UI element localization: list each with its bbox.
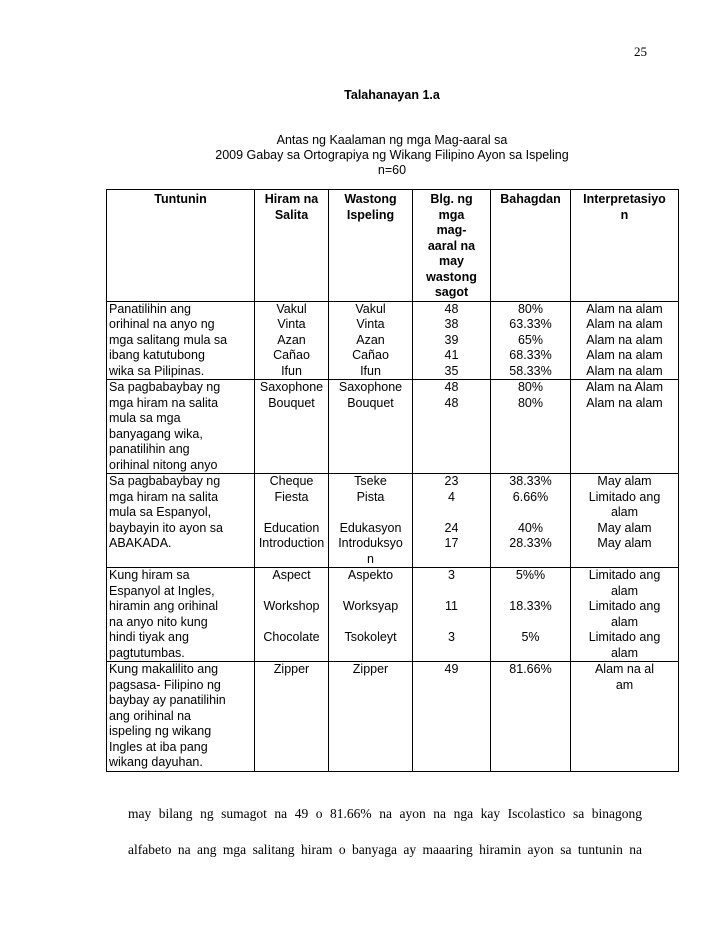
interpretasyon-cell bbox=[571, 301, 679, 380]
cell-text-line: Tseke bbox=[354, 474, 387, 488]
cell-text-line: Ifun bbox=[360, 363, 381, 378]
table-caption-line-1: Antas ng Kaalaman ng mga Mag-aaral sa bbox=[276, 133, 508, 147]
cell-text-line: ibang katutubong bbox=[109, 348, 205, 362]
cell-text-line: alam bbox=[610, 583, 639, 598]
body-text-line-1: may bilang ng sumagot na 49 o 81.66% na ayon na nga kay Iscolastico sa binagong bbox=[128, 806, 642, 821]
cell-text-line: Cheque bbox=[269, 474, 314, 488]
cell-text-line: Alam na alam bbox=[586, 395, 663, 410]
cell-text-line: Alam na alam bbox=[586, 332, 663, 347]
cell-text-line: Limitado ang bbox=[588, 630, 661, 644]
cell-text-line bbox=[257, 505, 326, 521]
table-caption-n: n=60 bbox=[377, 163, 407, 177]
interpretasyon-cell bbox=[571, 662, 679, 772]
interpretasyon-cell bbox=[571, 474, 679, 568]
cell-text-line bbox=[257, 584, 326, 600]
header-text-line: Blg. ng bbox=[430, 192, 473, 206]
cell-text-line: 3 bbox=[448, 568, 455, 582]
table-caption-title: Talahanayan 1.a bbox=[344, 88, 440, 102]
cell-text-line: 48 bbox=[444, 395, 459, 410]
cell-text-line: 63.33% bbox=[509, 317, 552, 331]
cell-text-line: Ifun bbox=[281, 363, 302, 378]
cell-text-line: wika sa Pilipinas. bbox=[109, 363, 205, 378]
cell-text-line: alam bbox=[610, 645, 639, 660]
wastong-cell bbox=[329, 662, 413, 772]
cell-text-line: mga salitang mula sa bbox=[109, 332, 228, 347]
cell-text-line: 17 bbox=[444, 536, 459, 550]
header-text-line: Tuntunin bbox=[154, 192, 207, 206]
cell-text-line: Vakul bbox=[355, 301, 386, 316]
cell-text-line: mga hiram na salita bbox=[109, 395, 219, 410]
cell-text-line: 80% bbox=[517, 301, 544, 316]
interpretasyon-cell bbox=[571, 380, 679, 474]
cell-text-line bbox=[493, 615, 568, 631]
cell-text-line: Espanyol at Ingles, bbox=[109, 583, 215, 598]
cell-text-line: Limitado ang bbox=[588, 489, 661, 504]
cell-text-line: Cañao bbox=[352, 348, 389, 362]
cell-text-line: Limitado ang bbox=[588, 599, 661, 613]
cell-text-line: Kung makalilito ang bbox=[109, 662, 219, 676]
cell-text-line: hindi tiyak ang bbox=[109, 630, 189, 644]
cell-text-line bbox=[493, 505, 568, 521]
cell-text-line: 28.33% bbox=[509, 536, 552, 550]
cell-text-line: 48 bbox=[444, 301, 459, 316]
cell-text-line bbox=[493, 584, 568, 600]
header-text-line: mga bbox=[438, 207, 465, 222]
cell-text-line: hiramin ang orihinal bbox=[109, 599, 219, 613]
cell-text-line: 68.33% bbox=[509, 348, 552, 362]
header-interpretasyon bbox=[571, 190, 679, 302]
cell-text-line bbox=[331, 505, 410, 521]
cell-text-line: Bouquet bbox=[347, 395, 394, 410]
cell-text-line: mga hiram na salita bbox=[109, 489, 219, 504]
cell-text-line: Alam na alam bbox=[586, 301, 663, 316]
cell-text-line: May alam bbox=[597, 474, 652, 488]
cell-text-line: ang orihinal na bbox=[109, 708, 192, 723]
cell-text-line: Worksyap bbox=[342, 599, 399, 613]
header-text-line: Hiram na bbox=[264, 192, 319, 206]
tuntunin-cell bbox=[107, 474, 255, 568]
cell-text-line: Saxophone bbox=[259, 380, 324, 394]
cell-text-line: baybay ay panatilihin bbox=[109, 693, 226, 707]
cell-text-line: Zipper bbox=[273, 662, 310, 676]
cell-text-line: Fiesta bbox=[274, 489, 309, 504]
header-bahagdan bbox=[491, 190, 571, 302]
cell-text-line: mula sa Espanyol, bbox=[109, 505, 212, 519]
cell-text-line: 41 bbox=[444, 348, 459, 362]
cell-text-line: Vinta bbox=[277, 317, 306, 331]
cell-text-line: Aspekto bbox=[347, 568, 394, 582]
hiram-cell bbox=[255, 662, 329, 772]
cell-text-line: Alam na alam bbox=[586, 348, 663, 362]
cell-text-line: wikang dayuhan. bbox=[109, 755, 203, 769]
bahagdan-cell bbox=[491, 301, 571, 380]
cell-text-line: Vakul bbox=[276, 301, 307, 316]
cell-text-line: 58.33% bbox=[509, 363, 552, 378]
cell-text-line: Tsokoleyt bbox=[344, 630, 397, 644]
cell-text-line: ispeling ng wikang bbox=[109, 724, 212, 738]
bilang-cell bbox=[413, 301, 491, 380]
cell-text-line: Alam na alam bbox=[586, 317, 663, 331]
cell-text-line: 49 bbox=[444, 662, 459, 676]
cell-text-line: 5% bbox=[521, 630, 540, 644]
cell-text-line: Vinta bbox=[356, 317, 385, 331]
cell-text-line: May alam bbox=[597, 536, 652, 550]
cell-text-line: 23 bbox=[444, 474, 459, 488]
data-table bbox=[106, 189, 679, 772]
cell-text-line: Alam na alam bbox=[586, 363, 663, 378]
wastong-cell bbox=[329, 301, 413, 380]
cell-text-line: 24 bbox=[444, 520, 459, 535]
cell-text-line: Pista bbox=[356, 489, 385, 504]
header-wastong-ispeling bbox=[329, 190, 413, 302]
interpretasyon-cell bbox=[571, 568, 679, 662]
bilang-cell bbox=[413, 662, 491, 772]
table-header-row bbox=[107, 190, 679, 302]
cell-text-line: Saxophone bbox=[338, 380, 403, 394]
tuntunin-cell bbox=[107, 568, 255, 662]
header-text-line: Wastong bbox=[344, 192, 397, 206]
header-hiram-na-salita bbox=[255, 190, 329, 302]
cell-text-line: pagtutumbas. bbox=[109, 645, 185, 660]
cell-text-line bbox=[415, 505, 488, 521]
cell-text-line: Introduction bbox=[258, 536, 325, 550]
table-body bbox=[107, 301, 679, 771]
cell-text-line: 18.33% bbox=[509, 599, 552, 613]
cell-text-line: Alam na Alam bbox=[585, 380, 664, 394]
cell-text-line: pagsasa- Filipino ng bbox=[109, 677, 221, 692]
cell-text-line: 81.66% bbox=[509, 662, 552, 676]
cell-text-line: alam bbox=[610, 505, 639, 519]
table-row bbox=[107, 380, 679, 474]
cell-text-line: 80% bbox=[517, 395, 544, 410]
cell-text-line: mula sa mga bbox=[109, 411, 181, 425]
header-text-line: may bbox=[438, 254, 465, 268]
cell-text-line: Limitado ang bbox=[588, 568, 661, 582]
cell-text-line bbox=[331, 615, 410, 631]
cell-text-line bbox=[415, 615, 488, 631]
page-number: 25 bbox=[634, 44, 647, 59]
cell-text-line: Education bbox=[263, 520, 320, 535]
cell-text-line: 4 bbox=[448, 489, 455, 504]
table-row bbox=[107, 301, 679, 380]
cell-text-line: 39 bbox=[444, 332, 459, 347]
header-text-line: Salita bbox=[274, 207, 309, 222]
cell-text-line bbox=[257, 615, 326, 631]
cell-text-line: 80% bbox=[517, 380, 544, 394]
cell-text-line: 3 bbox=[448, 630, 455, 644]
header-text-line: wastong bbox=[426, 269, 477, 284]
header-tuntunin bbox=[107, 190, 255, 302]
cell-text-line: alam bbox=[610, 614, 639, 629]
hiram-cell bbox=[255, 568, 329, 662]
header-text-line: sagot bbox=[434, 285, 469, 299]
cell-text-line: 5%% bbox=[515, 568, 546, 582]
bahagdan-cell bbox=[491, 474, 571, 568]
cell-text-line: n bbox=[367, 551, 374, 566]
cell-text-line: Introduksyo bbox=[338, 536, 403, 550]
table-caption-line-2: 2009 Gabay sa Ortograpiya ng Wikang Filipino Ayon sa Ispeling bbox=[215, 148, 569, 162]
cell-text-line: 11 bbox=[445, 599, 458, 613]
cell-text-line: 38 bbox=[444, 317, 459, 331]
cell-text-line: am bbox=[615, 677, 634, 692]
hiram-cell bbox=[255, 301, 329, 380]
cell-text-line: Cañao bbox=[273, 348, 310, 362]
table-row bbox=[107, 662, 679, 772]
cell-text-line: Sa pagbabaybay ng bbox=[109, 474, 221, 488]
cell-text-line: May alam bbox=[597, 520, 652, 535]
cell-text-line: Alam na al bbox=[594, 662, 655, 676]
cell-text-line: Aspect bbox=[272, 568, 311, 582]
cell-text-line: Panatilihin ang bbox=[109, 301, 192, 316]
cell-text-line: ABAKADA. bbox=[109, 536, 172, 550]
cell-text-line: Workshop bbox=[263, 599, 320, 613]
body-text-line-2: alfabeto na ang mga salitang hiram o banyaga ay maaaring hiramin ayon sa tuntunin na bbox=[128, 842, 642, 857]
header-text-line: Interpretasiyo bbox=[583, 192, 666, 206]
cell-text-line: baybayin ito ayon sa bbox=[109, 520, 223, 535]
cell-text-line: 35 bbox=[444, 363, 459, 378]
table-row bbox=[107, 474, 679, 568]
header-text-line: Bahagdan bbox=[500, 192, 561, 206]
cell-text-line: Chocolate bbox=[263, 630, 320, 644]
hiram-cell bbox=[255, 474, 329, 568]
cell-text-line: Zipper bbox=[352, 662, 389, 676]
tuntunin-cell bbox=[107, 380, 255, 474]
bahagdan-cell bbox=[491, 662, 571, 772]
header-bilang bbox=[413, 190, 491, 302]
cell-text-line: 6.66% bbox=[512, 489, 549, 504]
bilang-cell bbox=[413, 474, 491, 568]
cell-text-line: 65% bbox=[517, 332, 544, 347]
cell-text-line: Azan bbox=[356, 332, 385, 347]
cell-text-line: Ingles at iba pang bbox=[109, 739, 208, 754]
cell-text-line: 38.33% bbox=[509, 474, 552, 488]
cell-text-line: banyagang wika, bbox=[109, 426, 203, 441]
bilang-cell bbox=[413, 380, 491, 474]
bilang-cell bbox=[413, 568, 491, 662]
wastong-cell bbox=[329, 380, 413, 474]
tuntunin-cell bbox=[107, 301, 255, 380]
wastong-cell bbox=[329, 474, 413, 568]
cell-text-line: Bouquet bbox=[268, 395, 315, 410]
cell-text-line: Azan bbox=[277, 332, 306, 347]
bahagdan-cell bbox=[491, 380, 571, 474]
wastong-cell bbox=[329, 568, 413, 662]
cell-text-line: Kung hiram sa bbox=[109, 568, 190, 582]
cell-text-line: Sa pagbabaybay ng bbox=[109, 380, 221, 394]
cell-text-line: orihinal nitong anyo bbox=[109, 457, 218, 472]
hiram-cell bbox=[255, 380, 329, 474]
cell-text-line: 40% bbox=[517, 520, 544, 535]
header-text-line: aaral na bbox=[427, 238, 476, 253]
cell-text-line: 48 bbox=[444, 380, 459, 394]
tuntunin-cell bbox=[107, 662, 255, 772]
header-text-line: Ispeling bbox=[346, 207, 395, 222]
table-row bbox=[107, 568, 679, 662]
header-text-line: mag- bbox=[436, 223, 467, 237]
cell-text-line bbox=[331, 584, 410, 600]
header-text-line: n bbox=[620, 207, 629, 222]
cell-text-line bbox=[415, 584, 488, 600]
cell-text-line: na anyo nito kung bbox=[109, 614, 208, 629]
bahagdan-cell bbox=[491, 568, 571, 662]
cell-text-line: Edukasyon bbox=[339, 520, 402, 535]
cell-text-line: panatilihin ang bbox=[109, 442, 190, 456]
cell-text-line: orihinal na anyo ng bbox=[109, 317, 215, 331]
